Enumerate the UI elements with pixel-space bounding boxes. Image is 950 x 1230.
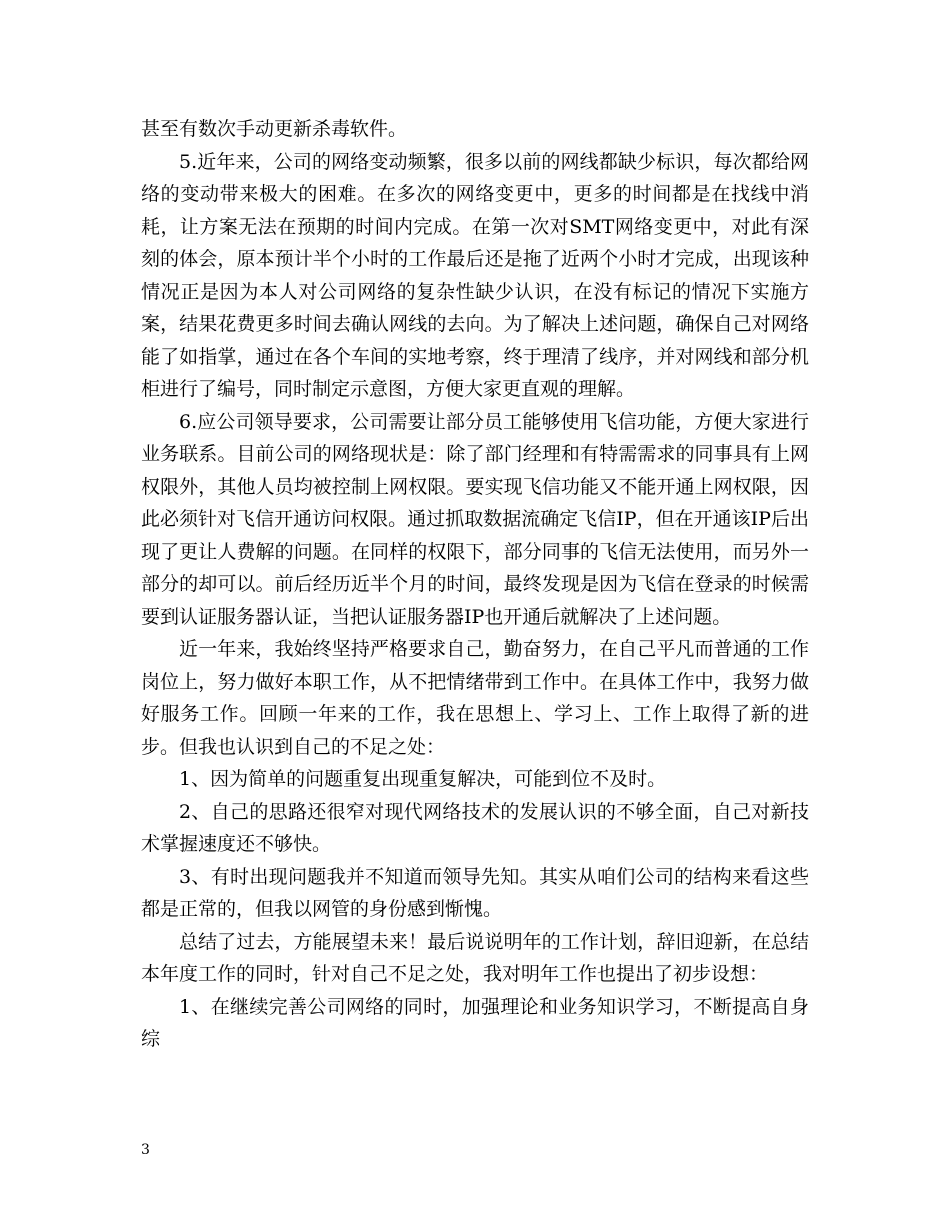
paragraph-item-6: 6.应公司领导要求，公司需要让部分员工能够使用飞信功能，方便大家进行业务联系。目前公司的网络现状是：除了部门经理和有特需需求的同事具有上网权限外，其他人员均被控制上网权限。要实现飞信功能又不能开通上网权限，因此必须针对飞信开通访问权限。通过抓取数据流确定飞信IP，但在开通该IP后出现了更让人费解的问题。在同样的权限下，部分同事的飞信无法使用，而另外一部分的却可以。前后经历近半个月的时间，最终发现是因为飞信在登录的时候需要到认证服务器认证，当把认证服务器IP也开通后就解决了上述问题。 <box>141 410 809 628</box>
paragraph-plan-1: 1、在继续完善公司网络的同时，加强理论和业务知识学习，不断提高自身综 <box>141 995 809 1050</box>
paragraph-item-5: 5.近年来，公司的网络变动频繁，很多以前的网线都缺少标识，每次都给网络的变动带来极大的困难。在多次的网络变更中，更多的时间都是在找线中消耗，让方案无法在预期的时间内完成。在第一次对SMT网络变更中，对此有深刻的体会，原本预计半个小时的工作最后还是拖了近两个小时才完成，出现该种情况正是因为本人对公司网络的复杂性缺少认识，在没有标记的情况下实施方案，结果花费更多时间去确认网线的去向。为了解决上述问题，确保自己对网络能了如指掌，通过在各个车间的实地考察，终于理清了线序，并对网线和部分机柜进行了编号，同时制定示意图，方便大家更直观的理解。 <box>141 150 809 400</box>
body-text <box>141 113 809 1056</box>
page-number: 3 <box>141 1142 150 1158</box>
paragraph-continuation: 甚至有数次手动更新杀毒软件。 <box>141 118 408 140</box>
paragraph-shortcoming-1: 1、因为简单的问题重复出现重复解决，可能到位不及时。 <box>179 768 667 790</box>
paragraph-shortcoming-3: 3、有时出现问题我并不知道而领导先知。其实从咱们公司的结构来看这些都是正常的，但我以网管的身份感到惭愧。 <box>141 865 809 920</box>
paragraph-outlook: 总结了过去，方能展望未来！最后说说明年的工作计划，辞旧迎新，在总结本年度工作的同时，针对自己不足之处，我对明年工作也提出了初步设想： <box>141 930 809 985</box>
paragraph-shortcoming-2: 2、自己的思路还很窄对现代网络技术的发展认识的不够全面，自己对新技术掌握速度还不够快。 <box>141 800 809 855</box>
paragraph-summary: 近一年来，我始终坚持严格要求自己，勤奋努力，在自己平凡而普通的工作岗位上，努力做好本职工作，从不把情绪带到工作中。在具体工作中，我努力做好服务工作。回顾一年来的工作，我在思想上、学习上、工作上取得了新的进步。但我也认识到自己的不足之处： <box>141 638 809 758</box>
